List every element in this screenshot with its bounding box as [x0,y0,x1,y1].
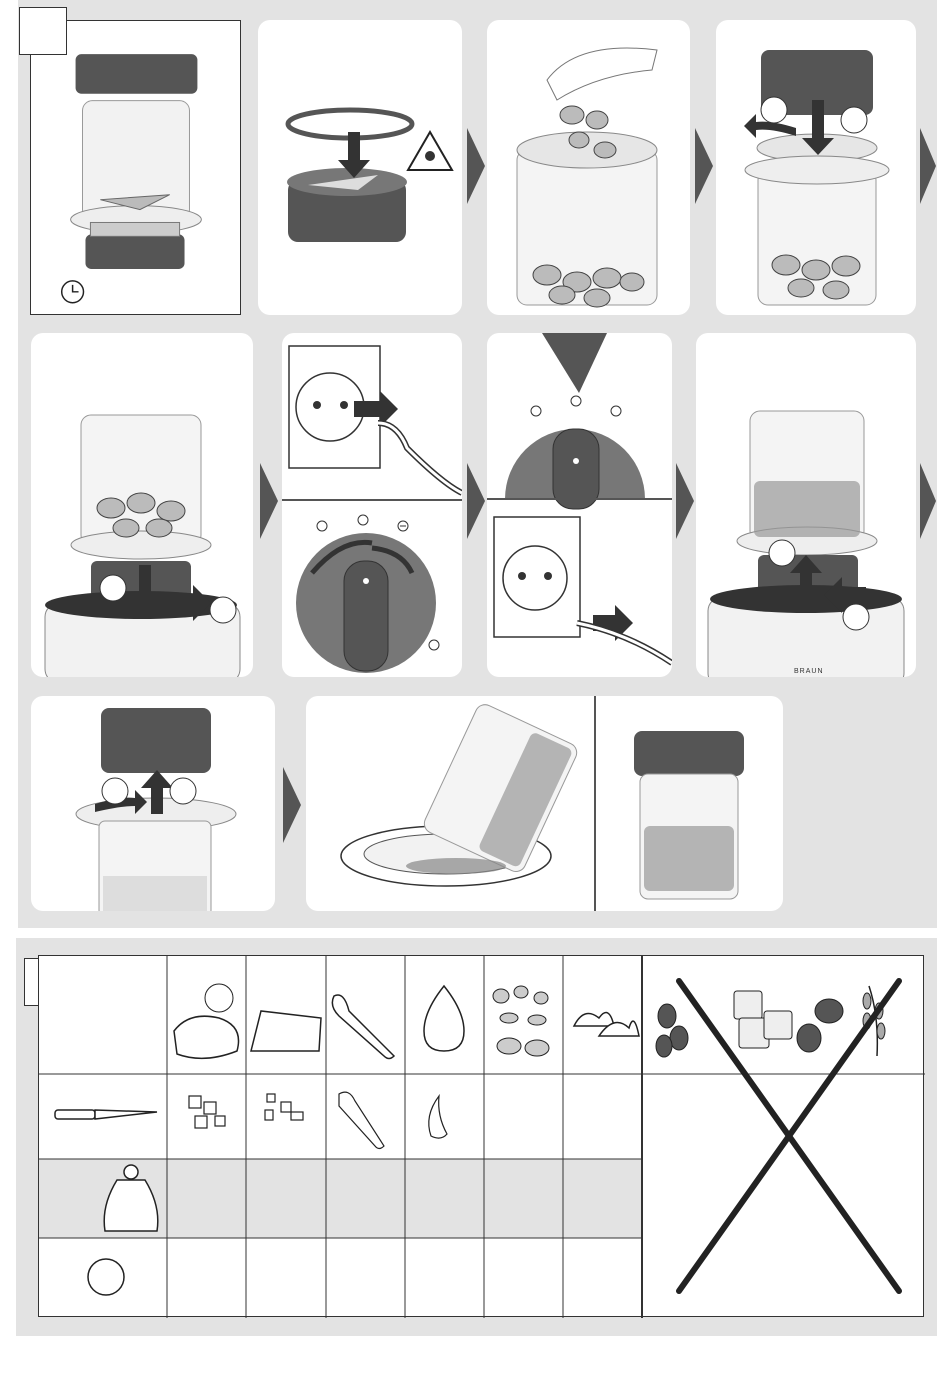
onion-icon [424,986,464,1051]
step-parts-overview [30,20,241,315]
cheese-icon [251,1011,321,1051]
step-plug-in-and-switch-on [282,333,462,677]
step-switch-off-and-unplug [487,333,672,677]
step-add-nuts [487,20,690,315]
next-step-arrow [920,463,936,539]
step-mount-on-base [31,333,253,677]
timer-row-icon [88,1259,124,1295]
brand-logo: BRAUN [794,668,824,675]
knife-icon [55,1110,157,1119]
step-empty-and-store [306,696,783,911]
next-step-arrow [695,128,713,204]
next-step-arrow [260,463,278,539]
next-step-arrow [467,128,485,204]
step-remove-from-base [696,333,916,677]
carrot-icon [332,995,394,1059]
next-step-arrow [920,128,936,204]
food-processing-table [38,955,924,1317]
step-attach-blade-unit [716,20,916,315]
step-insert-seal [258,20,462,315]
herbs-icon [574,1013,639,1036]
nutmeg-icon [797,999,843,1052]
meat-icon [174,984,239,1058]
nuts-icon [493,986,549,1056]
next-step-arrow [283,767,301,843]
timer-icon [31,21,240,314]
ice-cubes-icon [734,991,792,1048]
next-step-arrow [676,463,694,539]
step-detach-blade-unit [31,696,275,911]
coffee-beans-icon [656,1004,688,1057]
next-step-arrow [467,463,485,539]
step-number-box [19,7,67,55]
